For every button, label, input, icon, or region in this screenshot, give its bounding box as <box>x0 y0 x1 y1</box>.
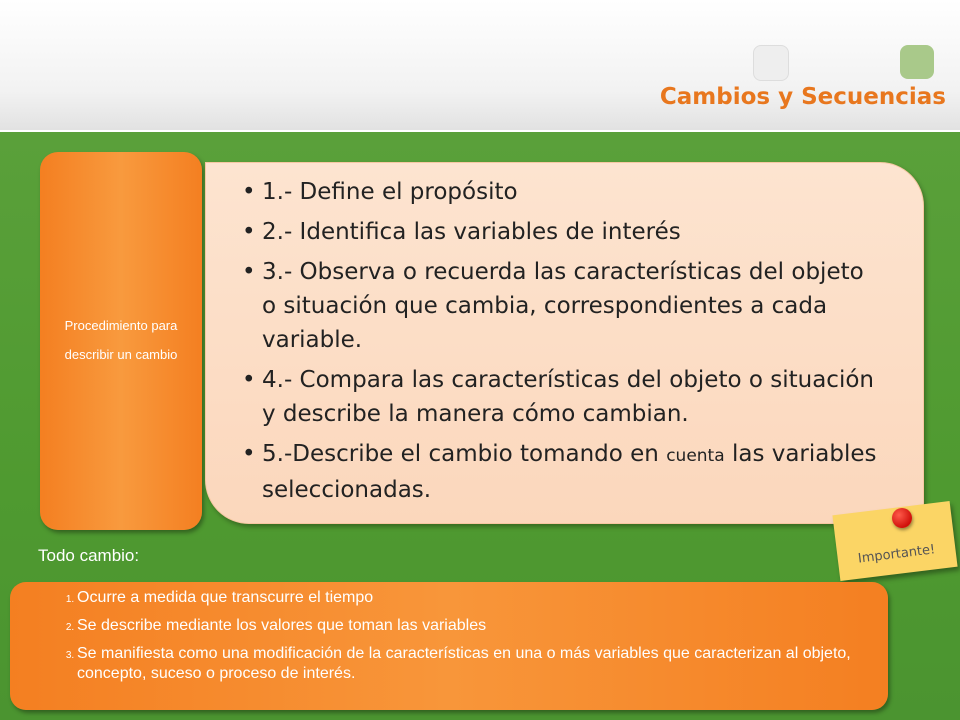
summary-intro: Todo cambio: <box>38 546 140 565</box>
procedure-step: • 1.- Define el propósito <box>262 175 883 209</box>
procedure-step <box>262 437 883 507</box>
summary-item: 2. Se describe mediante los valores que toman las variables <box>77 616 878 636</box>
pushpin-icon <box>892 508 912 528</box>
summary-box <box>10 582 888 710</box>
procedure-step: • 3.- Observa o recuerda las características del objeto o situación que cambia, correspondientes a cada variable. <box>262 255 883 357</box>
procedure-label: Procedimiento para describir un cambio <box>64 318 178 362</box>
procedure-step-small-word: cuenta <box>666 446 725 466</box>
procedure-step-text: 5.-Describe el cambio tomando en <box>262 441 659 467</box>
summary-item: 1. Ocurre a medida que transcurre el tiempo <box>77 588 878 608</box>
decorative-square-green <box>900 45 934 79</box>
procedure-label-box <box>40 152 202 530</box>
procedure-step: • 2.- Identifica las variables de interés <box>262 215 883 249</box>
slide-title: Cambios y Secuencias <box>659 84 946 110</box>
decorative-square <box>753 45 789 81</box>
header-band <box>0 0 960 130</box>
procedure-steps-box <box>205 162 924 524</box>
procedure-steps-list <box>206 163 923 507</box>
important-note-label: Importante! <box>857 542 937 567</box>
procedure-step: • 4.- Compara las características del objeto o situación y describe la manera cómo cambian. <box>262 363 883 431</box>
procedure-step-text-end: las variables seleccionadas. <box>262 441 877 503</box>
summary-item: 3. Se manifiesta como una modificación de la características en una o más variables que caracterizan al objeto, concepto, suceso o proceso de interés. <box>77 644 878 684</box>
summary-list <box>10 582 888 684</box>
